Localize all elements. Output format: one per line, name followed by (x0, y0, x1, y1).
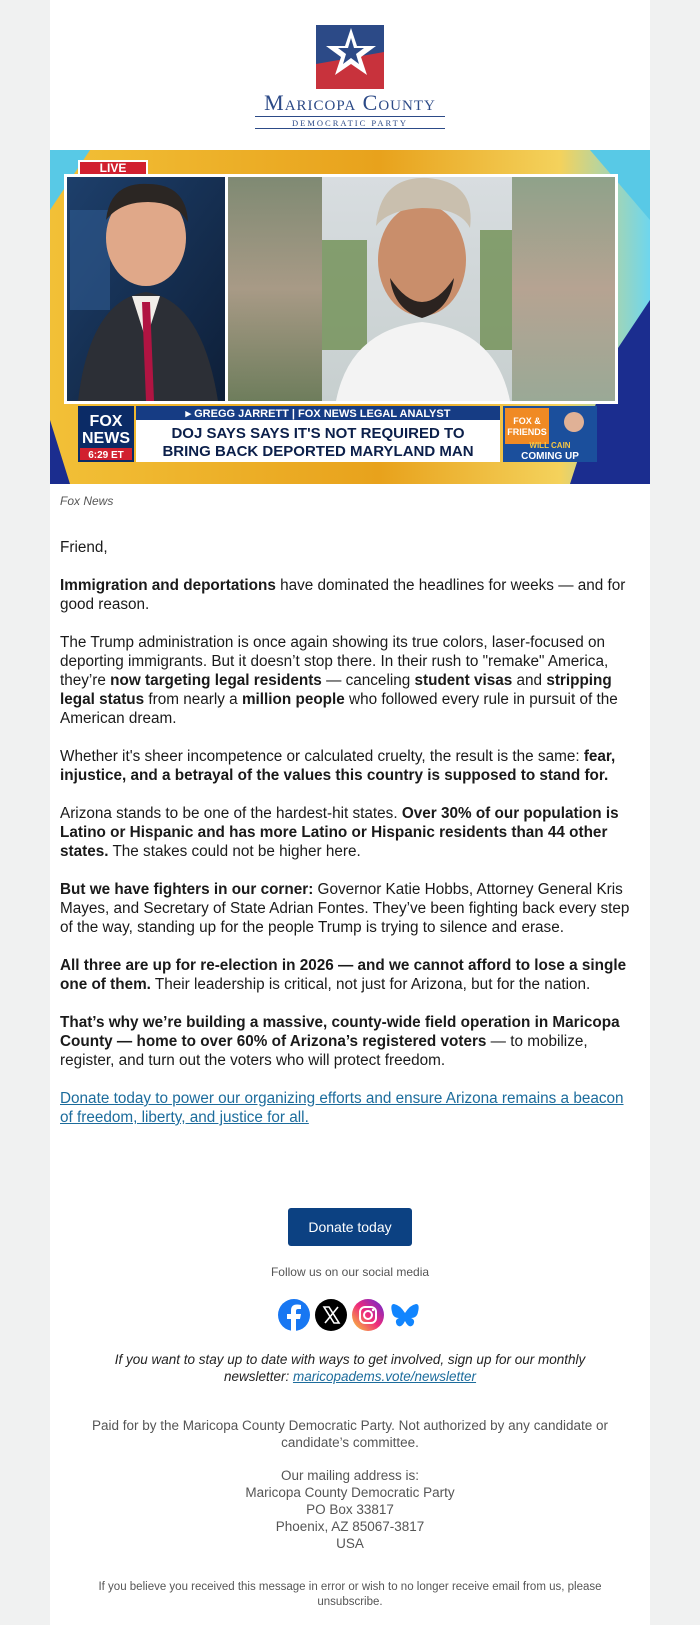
promo-show-2: FRIENDS (507, 427, 547, 437)
address-city: Phoenix, AZ 85067-3817 (275, 1519, 425, 1534)
live-badge: LIVE (99, 161, 127, 175)
paragraph-3: Whether it's sheer incompetence or calculated cruelty, the result is the same: fear, injustice, and a betrayal of the values this country is supposed to stand for. (60, 748, 616, 784)
network-name-part1: FOX (89, 413, 123, 430)
paragraph-5: But we have fighters in our corner: Governor Katie Hobbs, Attorney General Kris Mayes, and Secretary of State Adrian Fontes. They’ve been fighting back every step of the way, standing up for the people Trump is trying to silence and erase. (60, 881, 630, 936)
letter-body (60, 538, 640, 1146)
analyst-line: ▸ GREGG JARRETT | FOX NEWS LEGAL ANALYST (185, 408, 451, 420)
paragraph-7: That’s why we’re building a massive, county-wide field operation in Maricopa County — home to over 60% of Arizona’s registered voters — to mobilize, register, and turn out the voters who will protect freedom. (60, 1014, 620, 1069)
follow-text: Follow us on our social media (270, 1265, 430, 1279)
greeting: Friend, (60, 539, 108, 556)
bluesky-icon[interactable] (388, 1298, 422, 1332)
news-broadcast-graphic (50, 150, 650, 484)
promo-status: COMING UP (521, 451, 579, 462)
party-logo[interactable] (50, 24, 650, 129)
mailing-address (70, 1467, 630, 1552)
address-country: USA (336, 1536, 364, 1551)
paragraph-4: Arizona stands to be one of the hardest-hit states. Over 30% of our population is Latino or Hispanic and has more Latino or Hispanic residents than 44 other states. The stakes could not be higher here. (60, 805, 619, 860)
paragraph-1: Immigration and deportations have dominated the headlines for weeks — and for good reason. (60, 577, 626, 613)
instagram-icon[interactable] (351, 1298, 385, 1332)
logo-subtitle: DEMOCRATIC PARTY (292, 118, 408, 128)
facebook-icon[interactable] (277, 1298, 311, 1332)
star-flag-logo-icon (315, 24, 385, 90)
address-label: Our mailing address is: (280, 1468, 420, 1483)
image-caption: Fox News (60, 494, 114, 508)
x-icon[interactable] (314, 1298, 348, 1332)
email-body (50, 0, 650, 1625)
donate-link[interactable]: Donate today to power our organizing efforts and ensure Arizona remains a beacon of freedom, liberty, and justice for all. (60, 1090, 624, 1126)
donate-button[interactable]: Donate today (288, 1208, 412, 1246)
newsletter-link[interactable]: maricopadems.vote/newsletter (292, 1369, 477, 1384)
social-icons (277, 1298, 423, 1334)
paragraph-6: All three are up for re-election in 2026 — and we cannot afford to lose a single one of them. Their leadership is critical, not just for Arizona, but for the nation. (60, 957, 627, 993)
paragraph-2: The Trump administration is once again showing its true colors, laser-focused on deporting immigrants. But it doesn’t stop there. In their rush to "remake" America, they’re now targeting legal residents — canceling student visas and stripping legal status from nearly a million people who followed every rule in pursuit of the American dream. (60, 634, 618, 727)
network-name-part2: NEWS (82, 430, 130, 447)
hero-news-image[interactable] (50, 150, 650, 484)
headline-line2: BRING BACK DEPORTED MARYLAND MAN (162, 443, 474, 460)
broadcast-time: 6:29 ET (88, 450, 124, 461)
paid-for-disclaimer: Paid for by the Maricopa County Democratic Party. Not authorized by any candidate or candidate’s committee. (91, 1418, 608, 1450)
promo-host: WILL CAIN (529, 441, 571, 450)
headline-line1: DOJ SAYS SAYS IT'S NOT REQUIRED TO (171, 425, 465, 442)
newsletter-note: If you want to stay up to date with ways to get involved, sign up for our monthly newsletter: maricopadems.vote/newsletter (114, 1352, 586, 1384)
address-org: Maricopa County Democratic Party (245, 1485, 455, 1500)
unsubscribe-note[interactable]: If you believe you received this message in error or wish to no longer receive email from us, please unsubscribe. (98, 1581, 602, 1608)
address-po-box: PO Box 33817 (306, 1502, 394, 1517)
logo-name: Maricopa County (264, 90, 436, 115)
promo-show-1: FOX & (513, 416, 541, 426)
donate-paragraph (60, 1089, 640, 1127)
